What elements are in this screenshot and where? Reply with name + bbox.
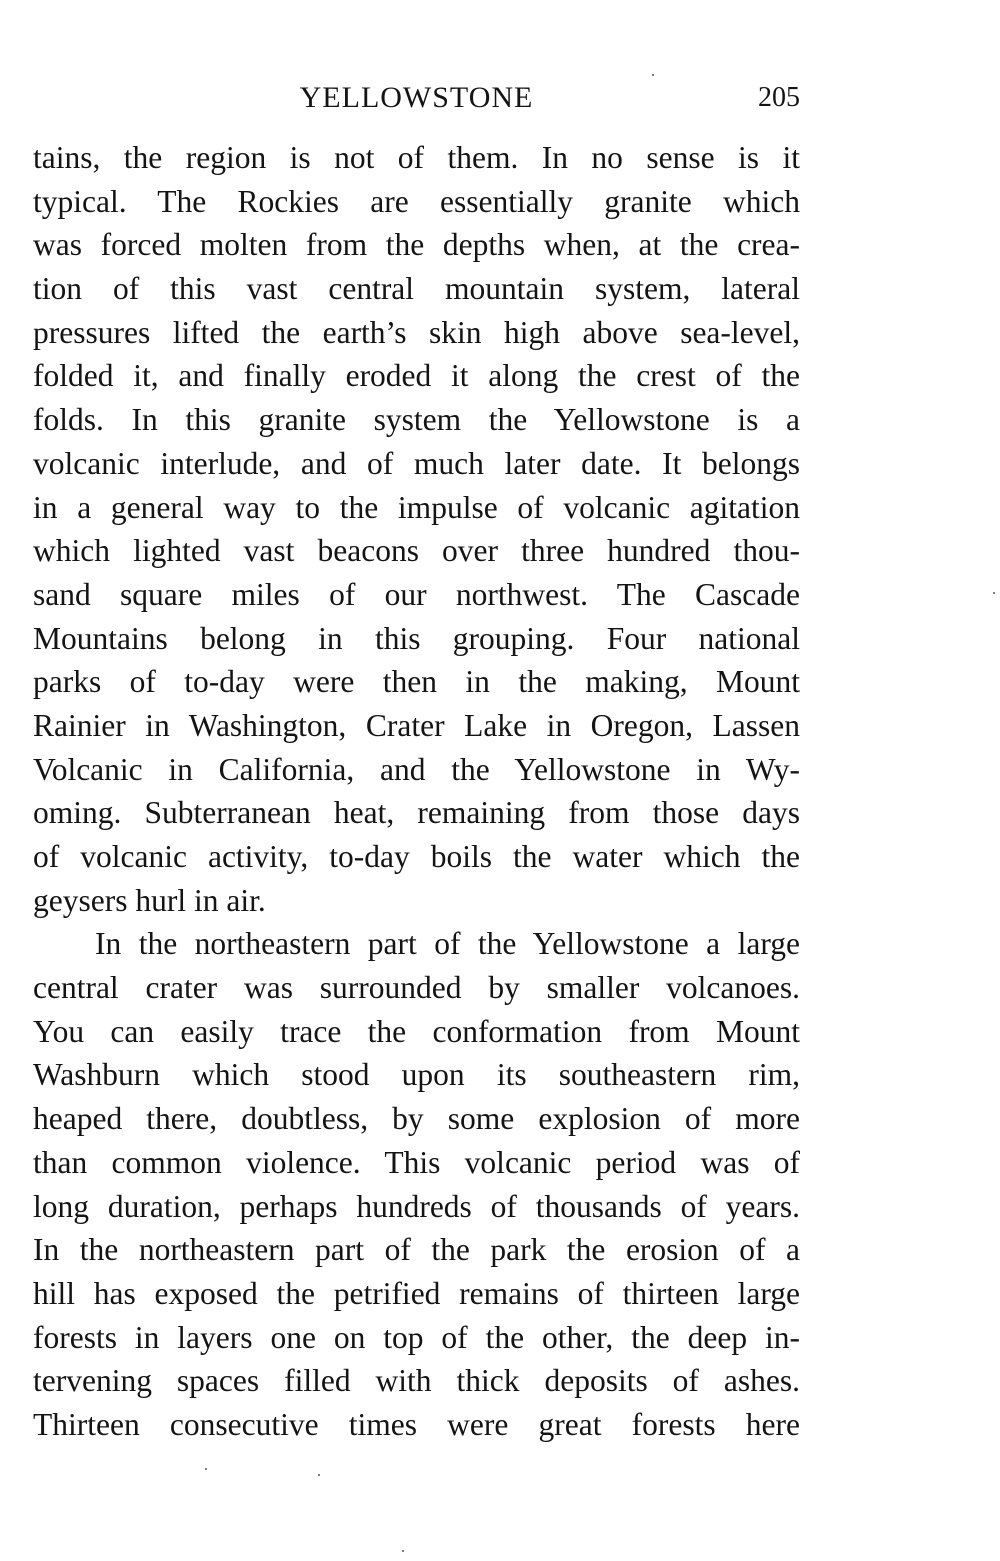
text-line: tion of this vast central mountain system, lateral [33, 271, 800, 307]
page-number: 205 [758, 82, 800, 113]
text-line: in a general way to the impulse of volcanic agitation [33, 489, 800, 525]
text-line: which lighted vast beacons over three hundred thou- [33, 533, 800, 569]
text-line: tains, the region is not of them. In no sense is it [33, 140, 800, 175]
text-line: You can easily trace the conformation from Mount [33, 1013, 800, 1049]
text-line: tervening spaces filled with thick deposits of ashes. [33, 1363, 800, 1399]
running-head [33, 78, 800, 118]
text-line: hill has exposed the petrified remains of thirteen large [33, 1275, 800, 1311]
text-line: parks of to-day were then in the making, Mount [33, 664, 800, 700]
scan-speck [652, 74, 654, 76]
text-line: Mountains belong in this grouping. Four national [33, 620, 800, 656]
scan-speck [402, 1550, 404, 1552]
text-line: of volcanic activity, to-day boils the water which the [33, 839, 800, 874]
text-line: volcanic interlude, and of much later date. It belongs [33, 445, 800, 481]
running-title: YELLOWSTONE [299, 81, 534, 114]
body-text [33, 136, 800, 1447]
scan-speck [205, 1468, 207, 1470]
text-line: In the northeastern part of the Yellowstone a large [95, 926, 800, 962]
text-line: Volcanic in California, and the Yellowstone in Wy- [33, 751, 800, 787]
text-line: pressures lifted the earth’s skin high above sea-level, [33, 314, 800, 350]
text-line: In the northeastern part of the park the erosion of a [33, 1232, 800, 1268]
scan-speck [993, 592, 995, 594]
scan-speck [318, 1474, 320, 1476]
text-line: than common violence. This volcanic period was of [33, 1144, 800, 1180]
text-line: Thirteen consecutive times were great forests here [33, 1406, 800, 1442]
text-line: folds. In this granite system the Yellowstone is a [33, 402, 800, 438]
text-line: sand square miles of our northwest. The Cascade [33, 576, 800, 612]
text-line: forests in layers one on top of the other, the deep in- [33, 1319, 800, 1355]
text-line: was forced molten from the depths when, at the crea- [33, 227, 800, 263]
text-line: folded it, and finally eroded it along the crest of the [33, 358, 800, 394]
text-line: long duration, perhaps hundreds of thousands of years. [33, 1188, 800, 1224]
text-line: central crater was surrounded by smaller volcanoes. [33, 970, 800, 1006]
text-line: geysers hurl in air. [33, 882, 266, 918]
text-line: heaped there, doubtless, by some explosion of more [33, 1101, 800, 1137]
text-line: oming. Subterranean heat, remaining from those days [33, 795, 800, 831]
text-line: Washburn which stood upon its southeastern rim, [33, 1057, 800, 1093]
text-line: Rainier in Washington, Crater Lake in Oregon, Lassen [33, 707, 800, 743]
text-line: typical. The Rockies are essentially granite which [33, 183, 800, 219]
